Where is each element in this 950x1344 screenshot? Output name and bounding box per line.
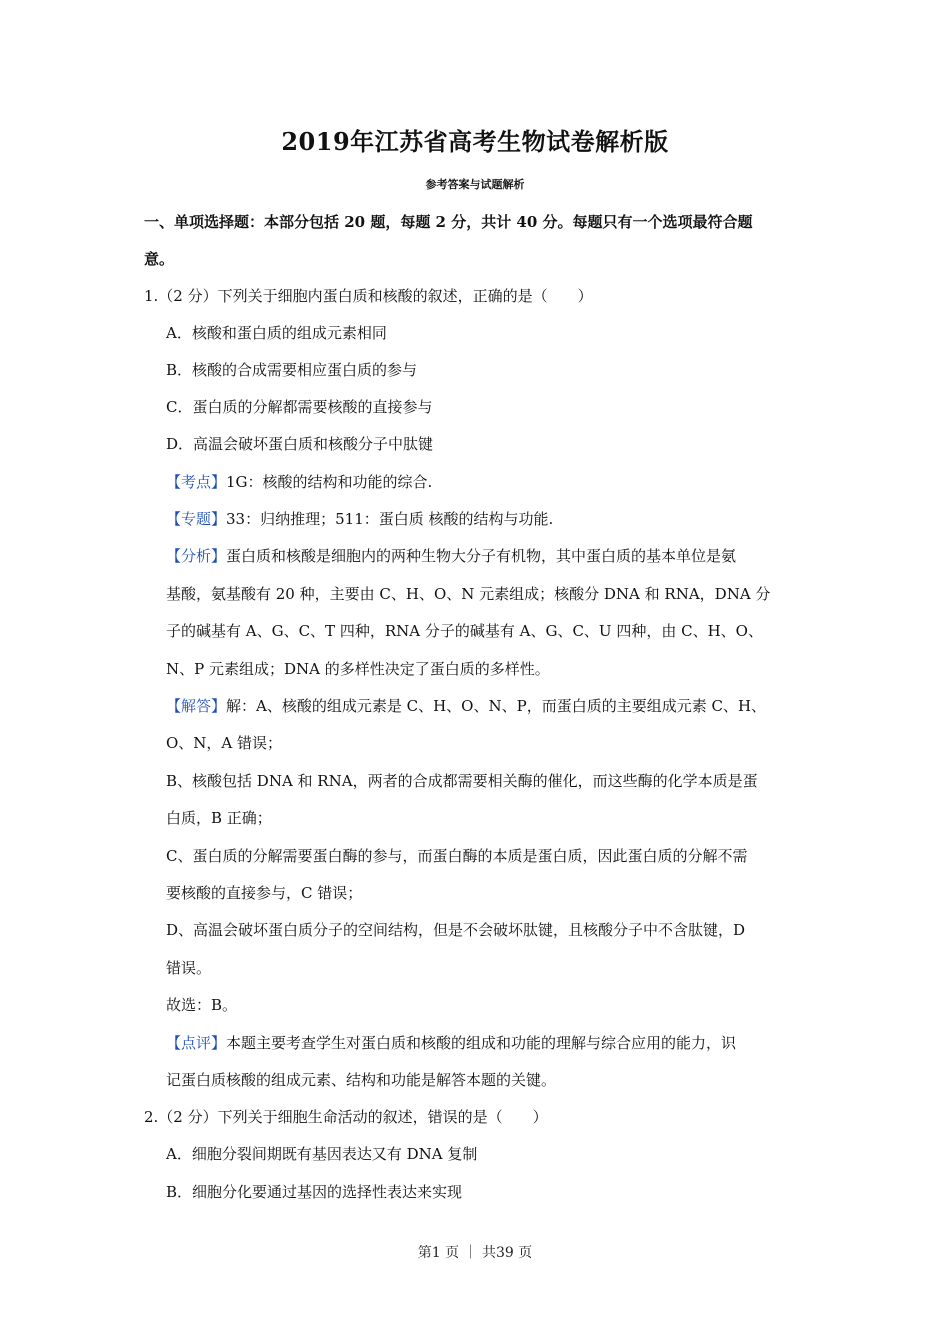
q2-option-b: B．细胞分化要通过基因的选择性表达来实现: [166, 1183, 463, 1201]
section-heading-line1: 一、单项选择题：本部分包括 20 题，每题 2 分，共计 40 分。每题只有一个选项最符合题: [144, 213, 753, 231]
q1-stem: 1.（2 分）下列关于细胞内蛋白质和核酸的叙述，正确的是（ ）: [144, 287, 593, 305]
q1-jieda-line2: O、N，A 错误；: [166, 734, 283, 752]
q1-fenxi-line4: N、P 元素组成；DNA 的多样性决定了蛋白质的多样性。: [166, 660, 550, 678]
q1-option-d: D．高温会破坏蛋白质和核酸分子中肽键: [166, 435, 434, 453]
page-title: 2019年江苏省高考生物试卷解析版: [281, 127, 669, 156]
q1-option-b: B．核酸的合成需要相应蛋白质的参与: [166, 361, 418, 379]
q1-jieda-line7: D、高温会破坏蛋白质分子的空间结构，但是不会破坏肽键，且核酸分子中不含肽键，D: [166, 921, 746, 939]
q1-jieda-line6: 要核酸的直接参与，C 错误；: [166, 884, 363, 902]
zhuanti-text: 33：归纳推理；511：蛋白质 核酸的结构与功能.: [226, 510, 554, 528]
q1-fenxi-line2: 基酸，氨基酸有 20 种，主要由 C、H、O、N 元素组成；核酸分 DNA 和 RNA，DNA 分: [166, 585, 771, 603]
section-heading-line2: 意。: [144, 250, 175, 268]
q1-jieda-line1: [166, 696, 766, 716]
dianping-tag: 【点评】: [166, 1034, 227, 1052]
jieda-text-1: 解：A、核酸的组成元素是 C、H、O、N、P，而蛋白质的主要组成元素 C、H、: [226, 697, 767, 715]
q1-fenxi-line3: 子的碱基有 A、G、C、T 四种，RNA 分子的碱基有 A、G、C、U 四种，由 C、H、O、: [166, 622, 763, 640]
q1-zhuanti: [166, 509, 553, 529]
dianping-text-1: 本题主要考查学生对蛋白质和核酸的组成和功能的理解与综合应用的能力，识: [226, 1034, 737, 1052]
fenxi-tag: 【分析】: [166, 547, 227, 565]
q1-dianping-line1: [166, 1033, 736, 1053]
q1-option-c: C．蛋白质的分解都需要核酸的直接参与: [166, 398, 433, 416]
fenxi-text-1: 蛋白质和核酸是细胞内的两种生物大分子有机物，其中蛋白质的基本单位是氨: [226, 547, 737, 565]
kaodian-tag: 【考点】: [166, 473, 227, 491]
q2-option-a: A．细胞分裂间期既有基因表达又有 DNA 复制: [166, 1145, 478, 1163]
page-subtitle: 参考答案与试题解析: [425, 178, 525, 191]
q1-jieda-line8: 错误。: [166, 959, 212, 977]
q1-dianping-line2: 记蛋白质核酸的组成元素、结构和功能是解答本题的关键。: [166, 1071, 557, 1089]
page-footer: 第1 页 ｜ 共39 页: [417, 1245, 533, 1261]
q1-kaodian: [166, 472, 432, 492]
zhuanti-tag: 【专题】: [166, 510, 227, 528]
q1-option-a: A．核酸和蛋白质的组成元素相同: [166, 324, 387, 342]
q2-stem: 2.（2 分）下列关于细胞生命活动的叙述，错误的是（ ）: [144, 1108, 548, 1126]
q1-jieda-line5: C、蛋白质的分解需要蛋白酶的参与，而蛋白酶的本质是蛋白质，因此蛋白质的分解不需: [166, 847, 748, 865]
q1-jieda-line3: B、核酸包括 DNA 和 RNA，两者的合成都需要相关酶的催化，而这些酶的化学本质是蛋: [166, 772, 758, 790]
q1-fenxi-line1: [166, 546, 736, 566]
jieda-tag: 【解答】: [166, 697, 227, 715]
kaodian-text: 1G：核酸的结构和功能的综合.: [226, 473, 433, 491]
q1-jieda-line9: 故选：B。: [166, 996, 238, 1014]
q1-jieda-line4: 白质，B 正确；: [166, 809, 272, 827]
